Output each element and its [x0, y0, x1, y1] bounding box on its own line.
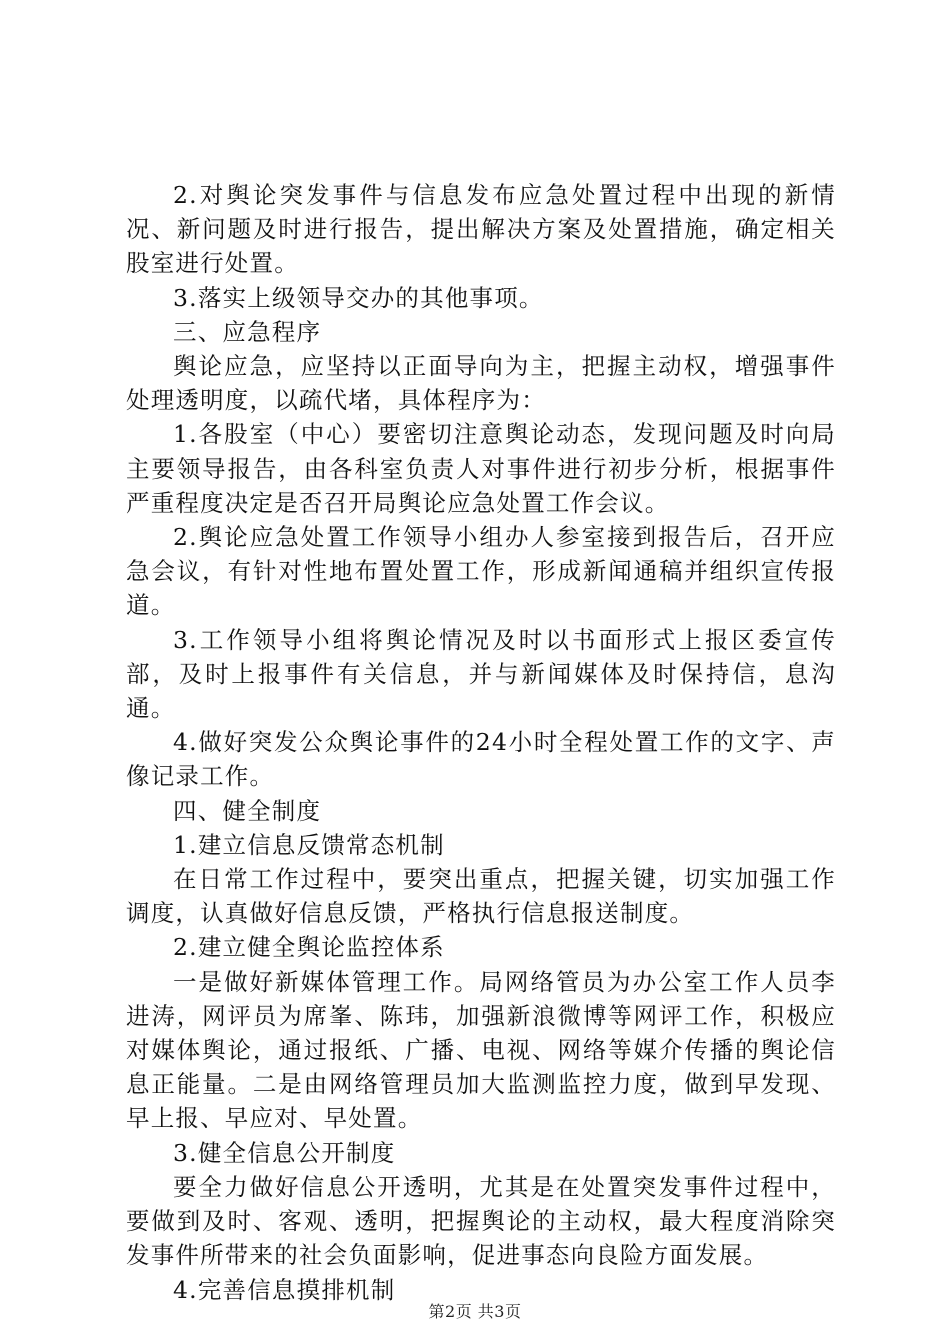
paragraph-procedure-4: 4.做好突发公众舆论事件的24小时全程处置工作的文字、声像记录工作。 — [126, 728, 836, 791]
subheading-monitoring-system: 2.建立健全舆论监控体系 — [173, 933, 445, 962]
document-body — [126, 178, 836, 1307]
section-heading-emergency-procedure: 三、应急程序 — [173, 317, 322, 346]
paragraph-monitoring-body: 一是做好新媒体管理工作。局网络管员为办公室工作人员李进涛，网评员为席峯、陈玮，加强新浪微博等网评工作，积极应对媒体舆论，通过报纸、广播、电视、网络等媒介传播的舆论信息正能量。二是由网络管理员加大监测监控力度，做到早发现、早上报、早应对、早处置。 — [126, 967, 836, 1133]
subheading-disclosure-system: 3.健全信息公开制度 — [173, 1138, 396, 1167]
paragraph-procedure-3: 3.工作领导小组将舆论情况及时以书面形式上报区委宣传部，及时上报事件有关信息，并与新闻媒体及时保持信，息沟通。 — [126, 625, 836, 723]
subheading-investigation-mechanism: 4.完善信息摸排机制 — [173, 1275, 396, 1304]
paragraph-item-3-tasks: 3.落实上级领导交办的其他事项。 — [173, 283, 544, 312]
page-number-footer: 第2页 共3页 — [428, 1302, 522, 1321]
paragraph-item-2-report: 2.对舆论突发事件与信息发布应急处置过程中出现的新情况、新问题及时进行报告，提出解决方案及处置措施，确定相关股室进行处置。 — [126, 181, 836, 278]
subheading-feedback-mechanism: 1.建立信息反馈常态机制 — [173, 830, 445, 859]
paragraph-feedback-body: 在日常工作过程中，要突出重点，把握关键，切实加强工作调度，认真做好信息反馈，严格执行信息报送制度。 — [126, 865, 836, 928]
section-heading-systems: 四、健全制度 — [173, 796, 322, 825]
paragraph-procedure-intro: 舆论应急，应坚持以正面导向为主，把握主动权，增强事件处理透明度，以疏代堵，具体程序为： — [126, 352, 836, 415]
paragraph-procedure-2: 2.舆论应急处置工作领导小组办人参室接到报告后，召开应急会议，有针对性地布置处置工作，形成新闻通稿并组织宣传报道。 — [126, 523, 836, 620]
paragraph-procedure-1: 1.各股室（中心）要密切注意舆论动态，发现问题及时向局主要领导报告，由各科室负责人对事件进行初步分析，根据事件严重程度决定是否召开局舆论应急处置工作会议。 — [126, 420, 836, 517]
paragraph-disclosure-body: 要全力做好信息公开透明，尤其是在处置突发事件过程中，要做到及时、客观、透明，把握舆论的主动权，最大程度消除突发事件所带来的社会负面影响，促进事态向良险方面发展。 — [126, 1172, 836, 1270]
